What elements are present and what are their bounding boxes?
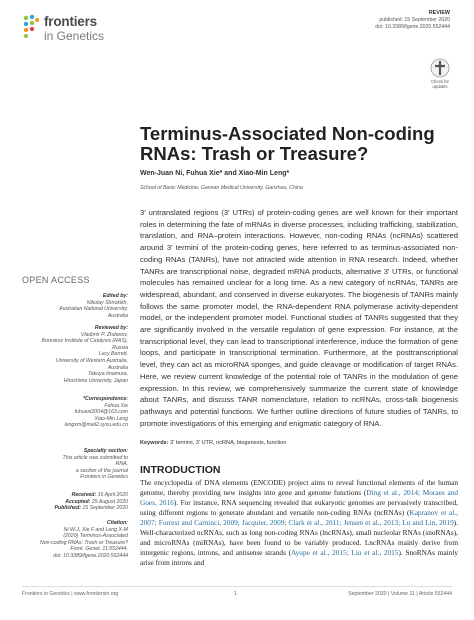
reviewer-line: Australia	[107, 364, 128, 371]
article-type: REVIEW	[428, 10, 450, 16]
correspondence-line: Xiao-Min Leng	[94, 415, 128, 422]
published-side-date: 15 September 2020	[82, 505, 128, 512]
published-date: published: 15 September 2020	[379, 17, 450, 23]
journal-logo-subtitle: in Genetics	[44, 29, 105, 43]
specialty-line: RNA,	[115, 461, 128, 468]
accepted-date: 25 August 2020	[91, 498, 128, 505]
correspondence-block	[22, 396, 128, 429]
received-label: Received:	[71, 492, 97, 498]
specialty-line: a section of the journal	[75, 467, 128, 474]
author-affiliation: School of Basic Medicine, Gannan Medical University, Ganzhou, China	[140, 185, 303, 191]
article-authors: Wen-Juan Ni, Fuhua Xie* and Xiao-Min Leng*	[140, 170, 290, 177]
edited-by-line: Australia	[107, 312, 128, 319]
introduction-text	[140, 478, 458, 568]
reviewer-line: Vladimir P. Zhdanov,	[80, 331, 128, 338]
footer-journal[interactable]: Frontiers in Genetics | www.frontiersin.org	[22, 591, 119, 597]
citation-line: (2020) Terminus-Associated	[63, 533, 128, 540]
reviewer-line: Takuya Imamura,	[88, 371, 128, 378]
reviewer-line: Boreskov Institute of Catalysis (RAS),	[41, 338, 128, 345]
dates-block	[22, 492, 128, 512]
citation-line: Front. Genet. 11:552444.	[70, 546, 128, 553]
edited-by-line: Australian National University,	[59, 306, 128, 313]
citation-link[interactable]: Kapranov et al., 2007; Forrest and Carninci, 2009; Jacquier, 2009; Clark et al., 2011; Jensen et al., 2013; Lu and Lin, 2019	[140, 508, 458, 527]
intro-text-segment: ). SnoRNAs mainly arise from introns and	[140, 548, 458, 567]
frontiers-logo-icon	[22, 14, 40, 40]
article-doi[interactable]: doi: 10.3389/fgene.2020.552444	[375, 24, 450, 30]
edited-by-block	[22, 293, 128, 319]
citation-link[interactable]: Ding et al., 2014; Moraes and Goes, 2016	[140, 488, 458, 507]
abstract-text: 3′ untranslated regions (3′ UTRs) of protein-coding genes are well known for their important roles in determining the fate of mRNAs in diverse processes, including trafficking, stabilization, translation, and RNA–protein interactions. However, non-coding RNAs (ncRNAs) scattered around 3′ termini of the protein-coding genes, here referred to as terminus-associated non-coding RNAs (TANRs), have not attracted wide attention in RNA research. Indeed, whether TANRs are transcriptional noise, degraded mRNA products, alternative 3′ UTRs, or functional molecules has remained unclear for a long time. As a new category of ncRNAs, TANRs are widespread, abundant, and conserved in diverse eukaryotes. The biogenesis of TANRs mainly follows the same promoter model, the RNA-dependent RNA polymerase activity-dependent model, or the independent promoter model. Functional studies of TANRs suggested that they are significantly involved in the versatile regulation of gene expression. For instance, at the transcriptional level, they can lead to transcriptional interference, induce the formation of gene loops, and participate in transcriptional termination. Furthermore, at the posttranscriptional level, they can act as microRNA sponges, and guide cleavage or modification of target RNAs. Here, we review current knowledge of the potential role of TANRs in the modulation of gene expression. In this review, we comprehensively summarize the current state of knowledge about TANRs, and discuss TANR nomenclature, relation to ncRNAs, cross-talk biogenesis pathways and potential functions. We further outline directions of future studies of TANRs, to promote investigations of this emerging and enigmatic category of RNA.	[140, 208, 458, 428]
journal-logo-name: frontiers	[44, 14, 97, 29]
citation-label: Citation:	[106, 520, 128, 526]
specialty-label: Specialty section:	[83, 448, 128, 454]
correspondence-line: Fuhua Xie	[104, 402, 128, 409]
keywords	[140, 440, 286, 446]
citation-block	[22, 520, 128, 560]
intro-text-segment: ). For instance, RNA sequencing revealed that eukaryotic genomes are pervasively transcribed, using different regions to generate abundant and versatile non-coding RNAs (ncRNAs) (	[140, 498, 458, 517]
reviewed-by-block	[22, 325, 128, 384]
edited-by-label: Edited by:	[102, 293, 128, 299]
article-title: Terminus-Associated Non-coding RNAs: Trash or Treasure?	[140, 123, 435, 164]
intro-text-segment: ). Well-characterized ncRNAs, such as long non-coding RNAs (lncRNAs), small nucleolar RNAs (snoRNAs), and microRNAs (miRNAs), have been found to be variably produced. LncRNAs mainly derive from intergenic regions, introns, and antisense strands (	[140, 518, 458, 557]
reviewer-line: University of Western Australia,	[55, 357, 128, 364]
reviewed-by-label: Reviewed by:	[94, 325, 128, 331]
correspondence-label: *Correspondence:	[83, 396, 128, 402]
citation-line: Non-coding RNAs: Trash or Treasure?	[39, 539, 128, 546]
specialty-line: Frontiers in Genetics	[80, 474, 128, 481]
edited-by-line: Nikolay Shirokikh,	[86, 299, 128, 306]
reviewer-line: Russia	[112, 344, 128, 351]
open-access-label: OPEN ACCESS	[22, 275, 90, 285]
reviewer-line: Lucy Barrett,	[98, 351, 128, 358]
section-heading-introduction: INTRODUCTION	[140, 464, 221, 476]
footer-issue: September 2020 | Volume 11 | Article 552444	[348, 591, 452, 597]
specialty-block	[22, 448, 128, 481]
footer-divider	[22, 586, 452, 587]
specialty-line: This article was submitted to	[62, 454, 128, 461]
published-label: Published:	[54, 505, 81, 512]
crossmark-icon[interactable]	[430, 58, 450, 78]
page-number: 1	[234, 591, 237, 597]
received-date: 16 April 2020	[97, 492, 128, 498]
correspondence-email[interactable]: lengxm@mail2.sysu.edu.cn	[64, 422, 128, 429]
crossmark-label: Check for updates	[431, 79, 449, 89]
keywords-list: 3′ termini, 3′ UTR, ncRNA, biogenesis, function	[170, 440, 287, 446]
intro-text-segment: The encyclopedia of DNA elements (ENCODE) project aims to reveal functional elements of the human genome, thereby providing new insights into gene and genome functions (	[140, 478, 458, 497]
citation-line: Ni W-J, Xie F and Leng X-M	[63, 526, 128, 533]
accepted-label: Accepted:	[65, 498, 91, 505]
citation-link[interactable]: Ayupe et al., 2015; Liu et al., 2015	[291, 548, 399, 557]
correspondence-email[interactable]: fuhuaxi2004@163.com	[74, 409, 128, 416]
citation-doi[interactable]: doi: 10.3389/fgene.2020.552444	[53, 552, 128, 559]
reviewer-line: Hiroshima University, Japan	[63, 377, 128, 384]
article-meta	[375, 10, 450, 31]
keywords-label: Keywords:	[140, 440, 169, 446]
